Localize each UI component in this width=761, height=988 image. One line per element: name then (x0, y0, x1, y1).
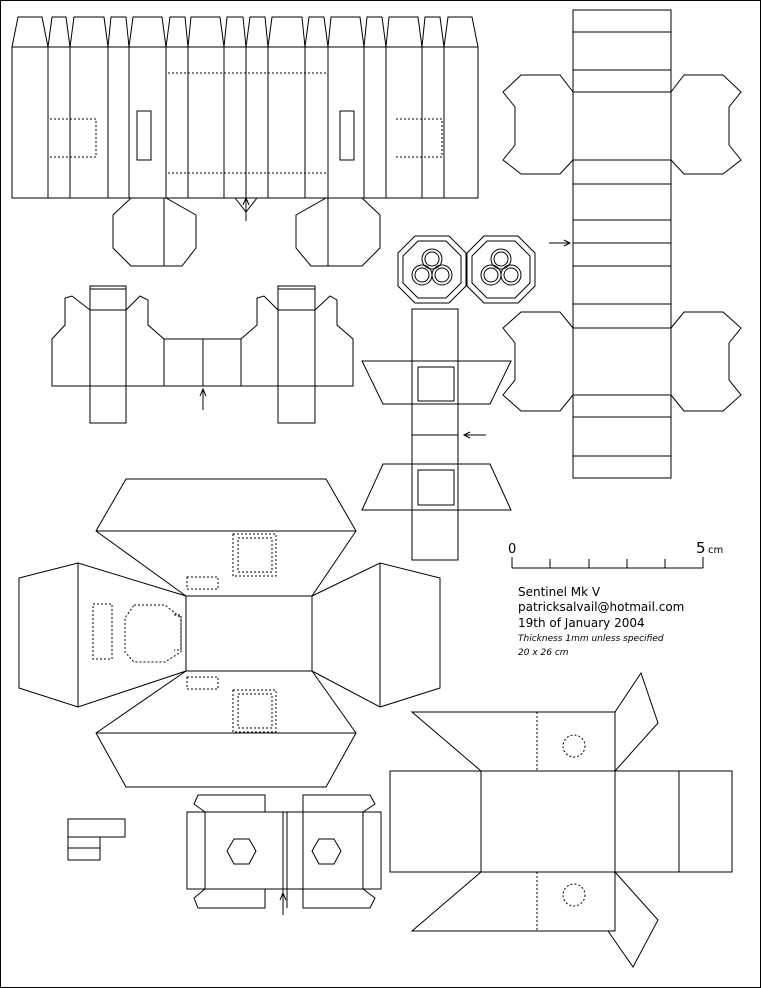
model-name: Sentinel Mk V (518, 585, 601, 599)
hull-body-piece (19, 479, 440, 787)
scale-bar (508, 539, 723, 568)
small-step-block (68, 819, 125, 860)
wall-end-cap-right (296, 198, 380, 266)
sheet-size: 20 x 26 cm (518, 648, 569, 658)
base-tray-piece (390, 673, 732, 967)
date-text: 19th of January 2004 (518, 616, 645, 630)
info-block (518, 585, 684, 658)
scale-unit-label: cm (708, 545, 724, 556)
wall-end-cap-left (113, 198, 196, 266)
author-email: patricksalvail@hotmail.com (518, 600, 685, 614)
scale-end-label: 5 (696, 539, 706, 557)
tall-column-piece (503, 10, 741, 478)
sensor-box-piece (187, 795, 381, 915)
thickness-note: Thickness 1mm unless specified (518, 634, 664, 644)
barrel-cluster-right (467, 236, 535, 303)
crenellated-wall-piece (12, 17, 478, 221)
hatch-strip-piece (362, 309, 511, 560)
scale-start-label: 0 (508, 542, 517, 557)
tower-wall-piece (52, 286, 353, 423)
barrel-cluster-left (398, 236, 466, 303)
